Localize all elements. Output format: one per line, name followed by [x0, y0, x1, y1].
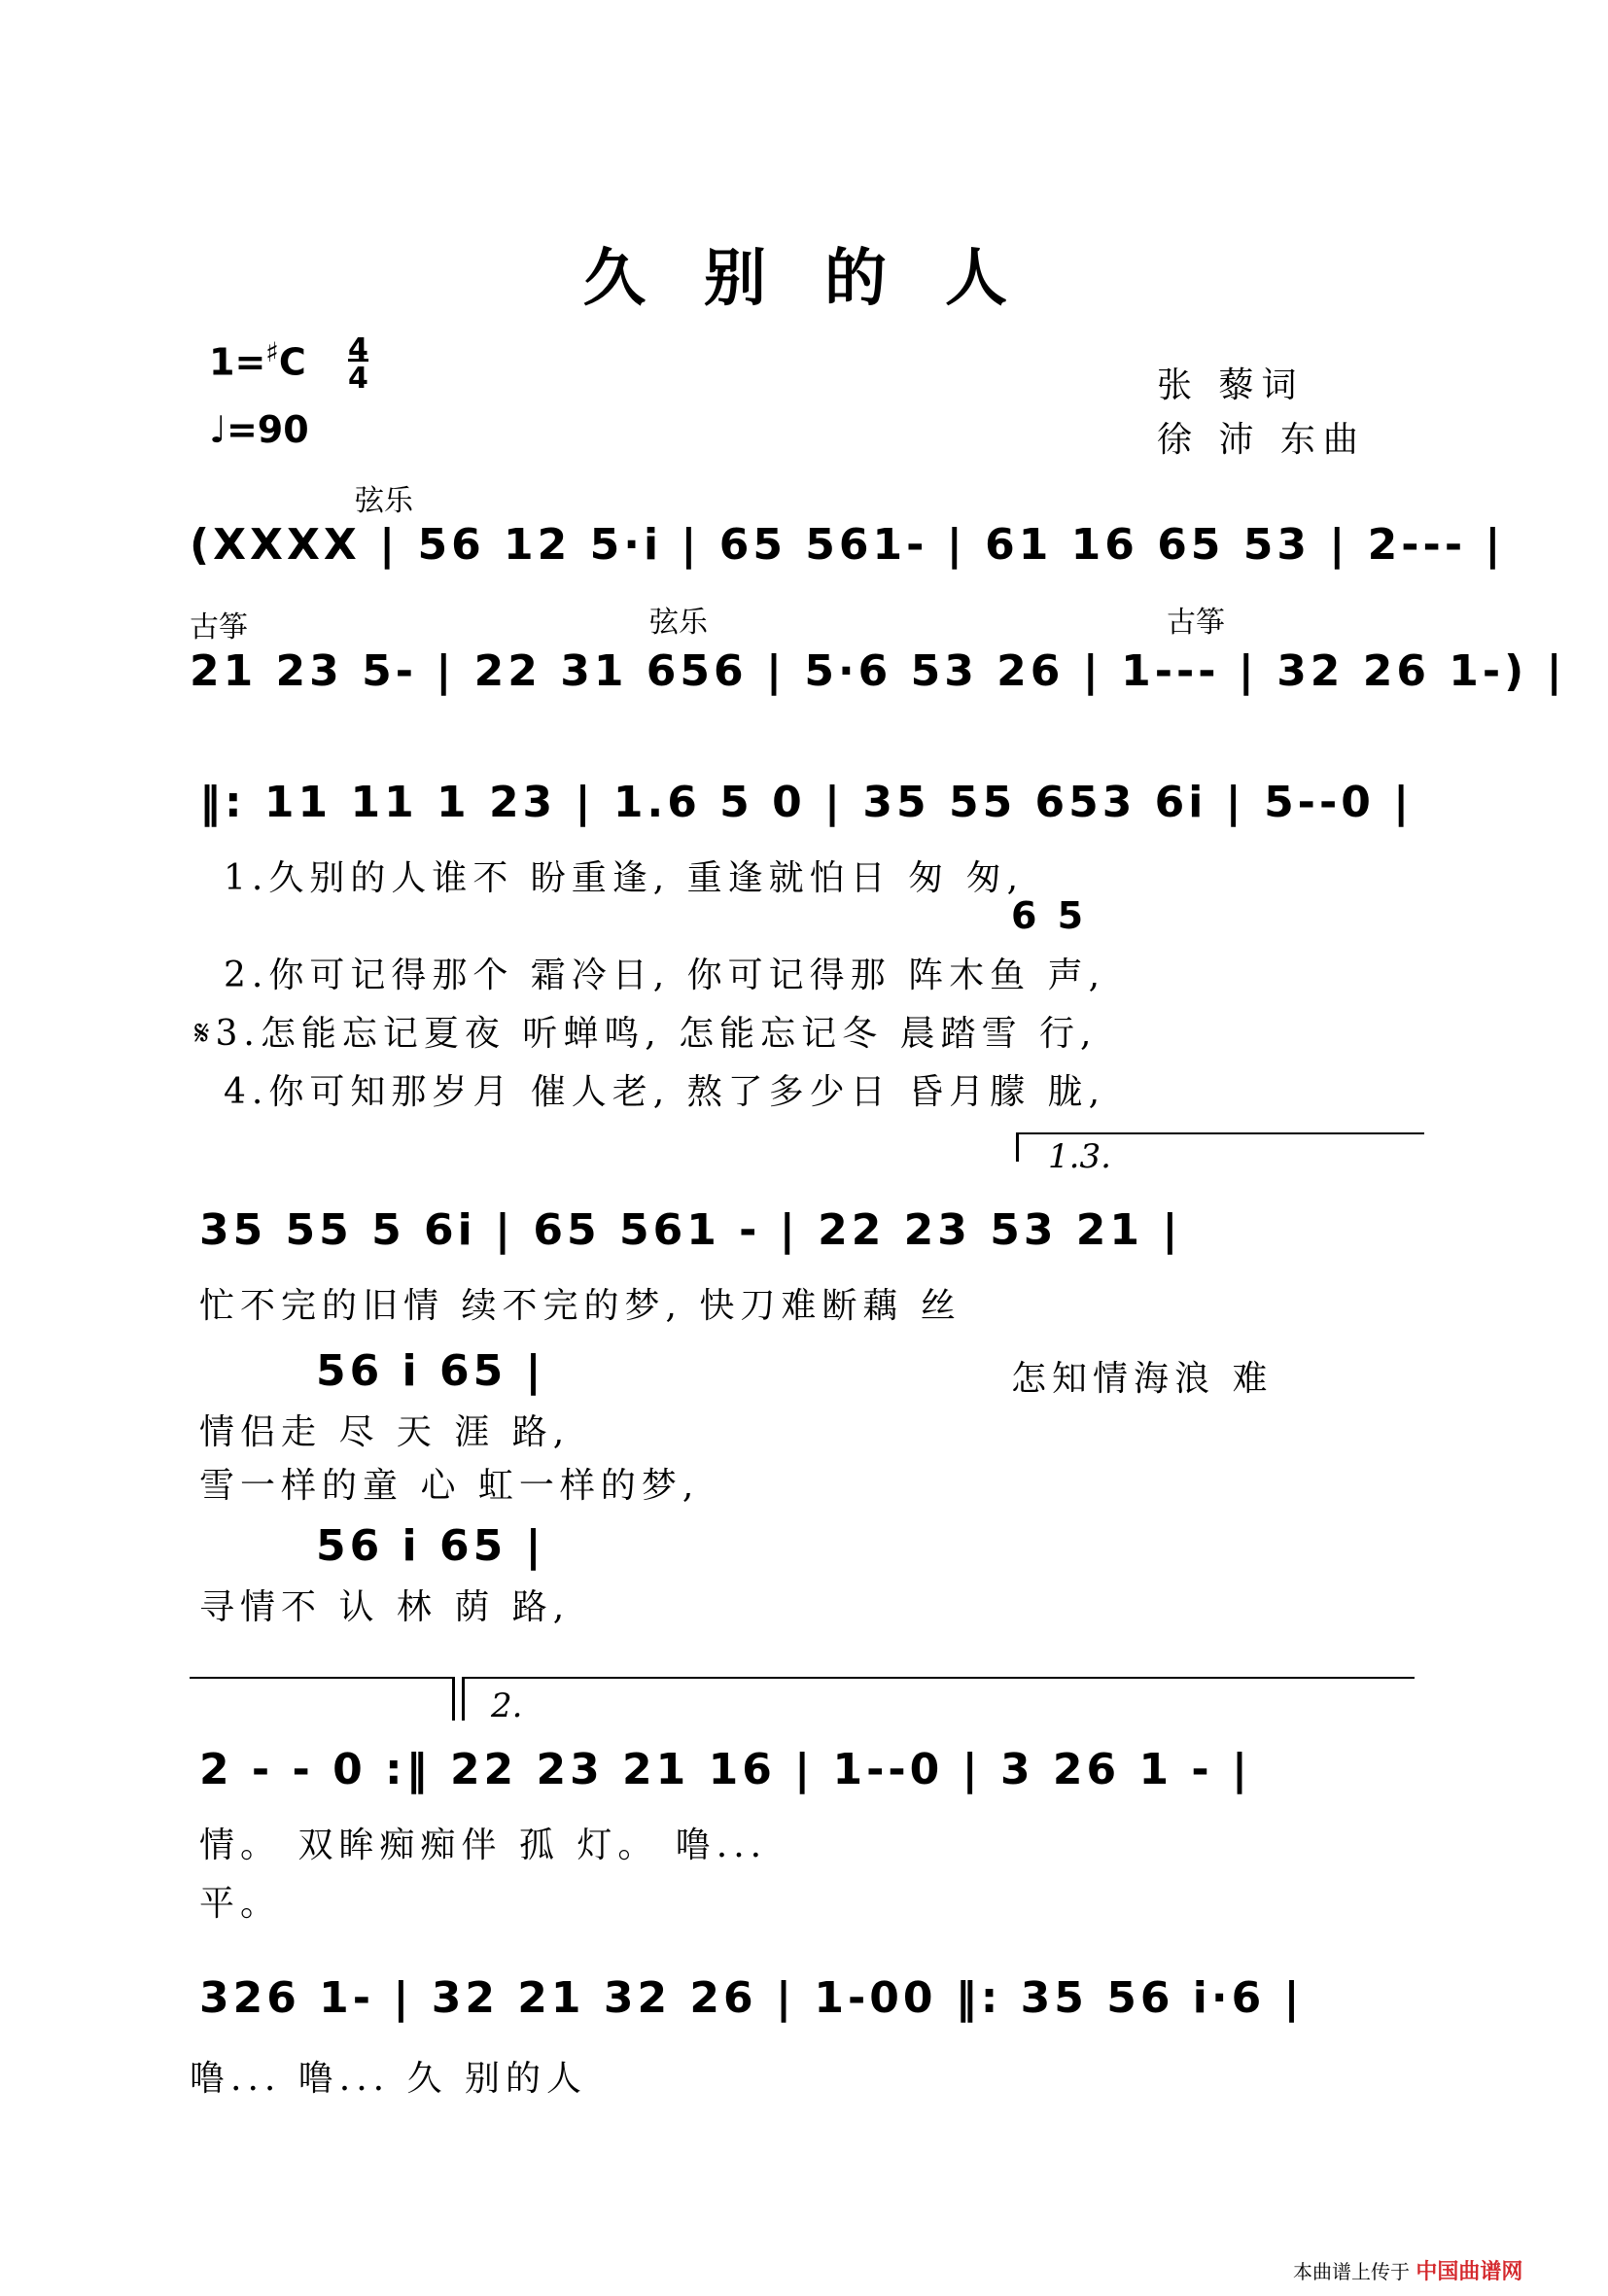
lyric-verse-3a: 𝄋3.怎能忘记夏夜 听蝉鸣, 怎能忘记冬 晨踏雪 行,: [194, 1014, 1098, 1054]
lyric-verse-2b: 情侣走 尽 天 涯 路,: [199, 1412, 571, 1452]
staff-line-2: 21 23 5- | 22 31 656 | 5·6 53 26 | 1--- | 32 26 1-) |: [190, 646, 1566, 696]
time-numerator: 4: [347, 332, 368, 366]
time-denominator: 4: [348, 359, 368, 396]
tempo-marking: [209, 408, 309, 451]
annotation-guzheng: 古筝: [190, 610, 248, 644]
staff-line-3-alt: 6 5: [1011, 894, 1088, 937]
lyric-verse-4a: 4.你可知那岁月 催人老, 熬了多少日 昏月朦 胧,: [224, 1072, 1106, 1112]
tempo-value: =90: [226, 408, 309, 451]
lyric-coda-2: 平。: [199, 1884, 282, 1924]
volta-end-bar: [452, 1677, 455, 1721]
sharp-sign: ♯: [265, 335, 279, 368]
lyric-verse-3b: 雪一样的童 心 虹一样的梦,: [199, 1466, 700, 1506]
volta-bracket-left: [1016, 1132, 1019, 1162]
annotation-xianyue: 弦乐: [355, 484, 413, 518]
annotation-xianyue: 弦乐: [649, 606, 708, 640]
page-title: 久别的人: [583, 242, 1066, 315]
footer-watermark: [1293, 2255, 1522, 2285]
time-signature: [347, 332, 368, 396]
quarter-note-icon: ♩: [209, 408, 227, 451]
lyricist-credit: 张 藜词: [1157, 365, 1305, 405]
staff-line-5: 2 - - 0 :‖ 22 23 21 16 | 1--0 | 3 26 1 - |: [199, 1745, 1252, 1794]
volta-first: 1.3.: [1048, 1137, 1111, 1176]
lyric-verse-1b: 忙不完的旧情 续不完的梦, 快刀难断藕 丝: [199, 1286, 961, 1326]
annotation-guzheng: 古筝: [1167, 606, 1225, 640]
composer-credit: 徐 沛 东曲: [1157, 420, 1366, 460]
staff-line-1: (XXXX | 56 12 5·i | 65 561- | 61 16 65 53 | 2--- |: [190, 520, 1505, 570]
key-tonic: C: [278, 340, 306, 384]
lyric-verse-4b: 寻情不 认 林 荫 路,: [199, 1587, 571, 1627]
staff-line-4-alt2: 56 i 65 |: [316, 1521, 545, 1571]
lyric-verse-1a: 1.久别的人谁不 盼重逢, 重逢就怕日 匆 匆,: [224, 858, 1025, 898]
lyric-coda-1: 情。 双眸痴痴伴 孤 灯。 噜...: [199, 1826, 768, 1865]
footer-text: 本曲谱上传于: [1293, 2260, 1410, 2283]
volta-bracket-left-2: [462, 1677, 465, 1721]
lyric-coda-3: 噜... 噜... 久 别的人: [190, 2059, 587, 2099]
lyric-verse-2a: 2.你可记得那个 霜冷日, 你可记得那 阵木鱼 声,: [224, 956, 1106, 995]
site-logo: 中国曲谱网: [1416, 2260, 1523, 2284]
volta-second: 2.: [491, 1687, 523, 1725]
staff-line-6: 326 1- | 32 21 32 26 | 1-00 ‖: 35 56 i·6 |: [199, 1973, 1304, 2023]
volta-end-line: [190, 1677, 452, 1679]
key-prefix: 1=: [209, 340, 266, 384]
staff-line-3: ‖: 11 11 1 23 | 1.6 5 0 | 35 55 653 6i | 5--0 |: [199, 778, 1414, 827]
staff-line-4: 35 55 5 6i | 65 561 - | 22 23 53 21 |: [199, 1205, 1182, 1255]
staff-line-4-alt: 56 i 65 |: [316, 1346, 545, 1396]
key-signature: [209, 332, 368, 396]
volta-bracket-line: [1016, 1132, 1424, 1134]
volta-bracket-line-2: [462, 1677, 1415, 1679]
lyric-verse-2b-tail: 怎知情海浪 难: [1011, 1359, 1274, 1399]
